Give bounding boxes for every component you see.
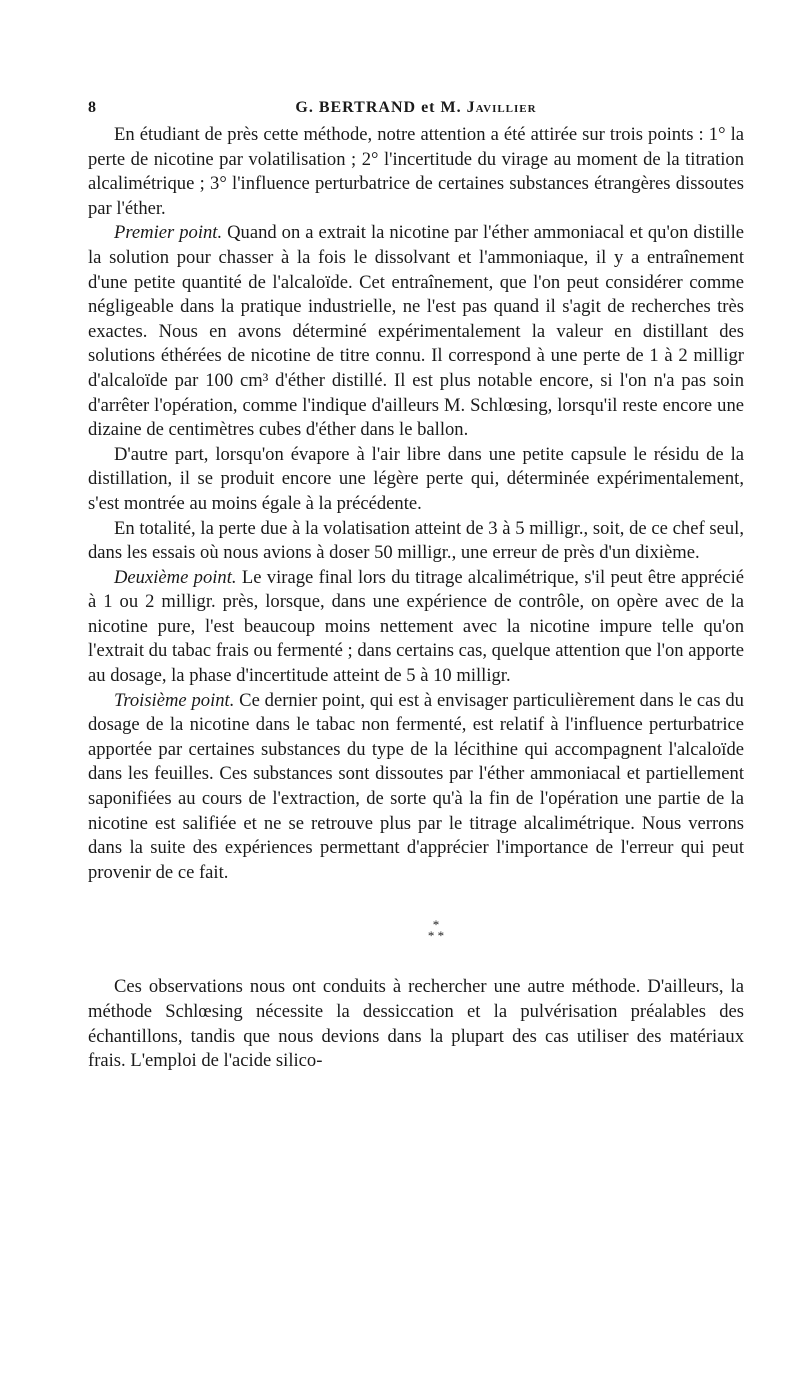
page-number: 8 [88, 99, 96, 116]
asterism-bottom: * * [427, 928, 445, 944]
paragraph-autre-part [88, 443, 744, 517]
paragraph-totalite [88, 517, 744, 566]
paragraph-deuxieme-point [88, 566, 744, 689]
body-text [88, 123, 744, 1074]
paragraph-text: Le virage final lors du titrage alcalimétrique, s'il peut être apprécié à 1 ou 2 milligr. près, lorsque, dans une expérience de contrôle, on opère avec de la nicotine pure, l'est beaucoup moins nettement avec la nicotine impure telle qu'on l'extrait du tabac frais ou fermenté ; dans certains cas, quelque attention que l'on apporte au dosage, la phase d'incertitude atteint de 5 à 10 milligr. [88, 566, 744, 687]
paragraph-text: Quand on a extrait la nicotine par l'éther ammoniacal et qu'on distille la solution pour chasser à la fois le dissolvant et l'ammoniaque, il y a entraînement d'une petite quantité de l'alcaloïde. Cet entraînement, que l'on peut considérer comme négligeable dans la pratique industrielle, ne l'est pas quand il s'agit de recherches très exactes. Nous en avons déterminé expérimentalement la valeur en distillant des solutions éthérées de nicotine de titre connu. Il correspond à une perte de 1 à 2 milligr d'alcaloïde par 100 cm³ d'éther distillé. Il est plus notable encore, si l'on n'a pas soin d'arrêter l'opération, comme l'indique d'ailleurs M. Schlœsing, lorsqu'il reste encore une dizaine de centimètres cubes d'éther dans le ballon. [88, 222, 745, 441]
paragraph-lead: Troisième point. [114, 689, 235, 711]
running-title-authors: G. BERTRAND et M. [295, 99, 467, 116]
running-title [88, 96, 744, 120]
paragraph-text: Ce dernier point, qui est à envisager particulièrement dans le cas du dosage de la nicotine dans le tabac non fermenté, est relatif à l'influence perturbatrice apportée par certaines substances du type de la lécithine qui accompagnent l'alcaloïde dans les feuilles. Ces substances sont dissoutes par l'éther ammoniacal et partiellement saponifiées au cours de l'extraction, de sorte qu'à la fin de l'opération une partie de la nicotine est salifiée et ne se retrouve plus par le titrage alcalimétrique. Nous verrons dans la suite des expériences permettant d'apprécier l'importance de l'erreur qui peut provenir de ce fait. [88, 689, 744, 883]
paragraph-lead: Premier point. [114, 222, 223, 244]
asterism-top: * [432, 917, 440, 933]
paragraph-intro [88, 123, 744, 221]
paragraph-troisieme-point [88, 689, 744, 886]
asterism-separator [128, 917, 744, 944]
paragraph-text: D'autre part, lorsqu'on évapore à l'air libre dans une petite capsule le résidu de la distillation, il se produit encore une légère perte qui, déterminée expérimentalement, s'est montrée au moins égale à la précédente. [88, 443, 744, 514]
running-title-author-sc: Javillier [466, 99, 537, 116]
paragraph-lead: Deuxième point. [114, 566, 237, 588]
paragraph-final: Ces observations nous ont conduits à rechercher une autre méthode. D'ailleurs, la méthode Schlœsing nécessite la dessiccation et la pulvérisation préalables des échantillons, tandis que nous devions dans la plupart des cas utiliser des matériaux frais. L'emploi de l'acide silico- [88, 976, 744, 1072]
running-head [88, 96, 744, 120]
paragraph-premier-point [88, 221, 744, 442]
paragraph-text: En étudiant de près cette méthode, notre attention a été attirée sur trois points : 1° la perte de nicotine par volatilisation ; 2° l'incertitude du virage au moment de la titration alcalimétrique ; 3° l'influence perturbatrice de certaines substances étrangères dissoutes par l'éther. [88, 124, 744, 219]
page [88, 96, 744, 1074]
paragraph-text: En totalité, la perte due à la volatisation atteint de 3 à 5 milligr., soit, de ce chef seul, dans les essais où nous avions à doser 50 milligr., une erreur de près d'un dixième. [88, 517, 744, 564]
